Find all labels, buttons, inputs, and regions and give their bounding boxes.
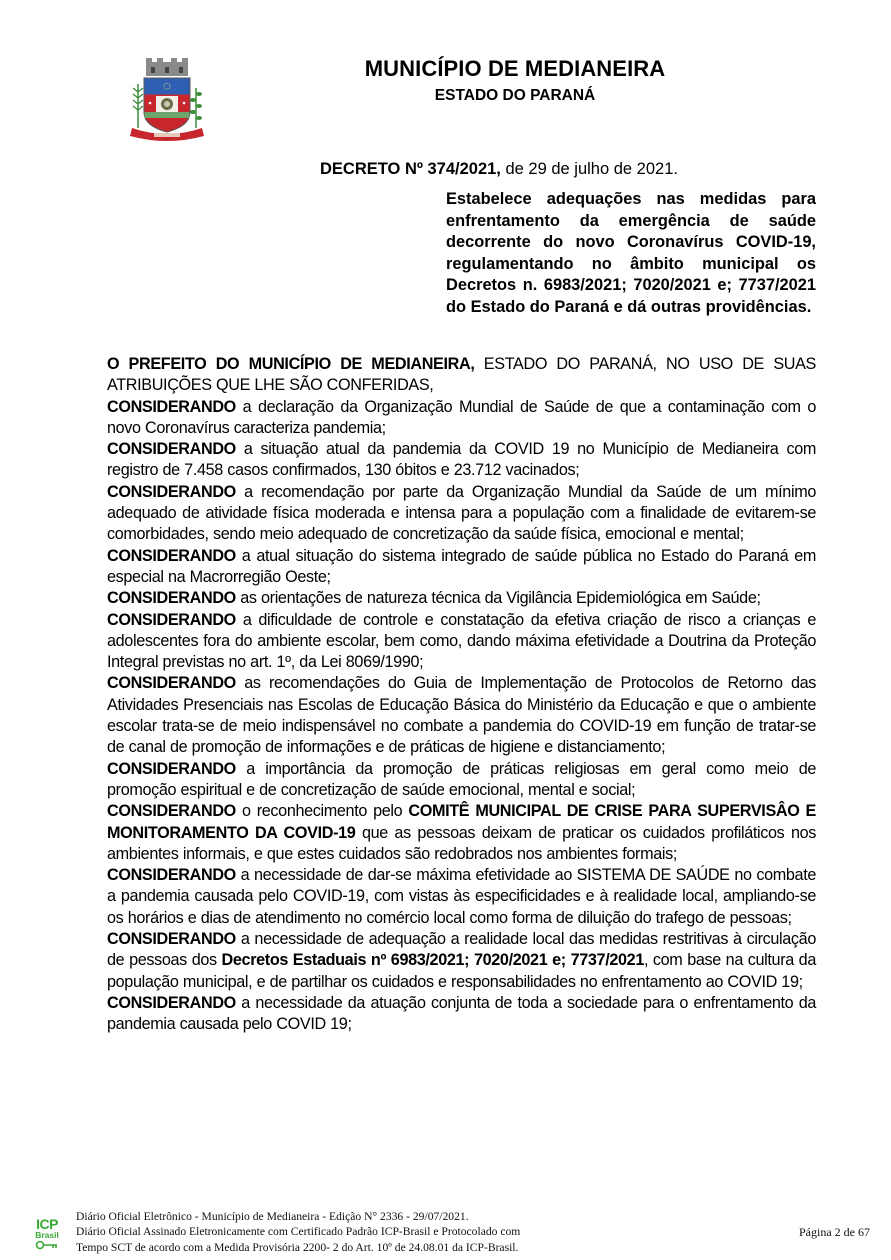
decree-heading [320,160,678,179]
decree-body [107,354,816,1036]
footer-line: Diário Oficial Eletrônico - Município de Medianeira - Edição N° 2336 - 29/07/2021. [76,1210,469,1223]
preamble [107,354,816,397]
state-decrees-reference: Decretos Estaduais nº 6983/2021; 7020/2021 e; 7737/2021 [221,951,644,970]
considerando-keyword: CONSIDERANDO [107,866,236,885]
considerando-text: a atual situação do sistema integrado de saúde pública no Estado do Paraná em especial na Macrorregião Oeste; [107,546,816,586]
municipal-coat-of-arms-icon [128,58,206,142]
considerando-keyword: CONSIDERANDO [107,589,236,608]
footer-line: Tempo SCT de acordo com a Medida Provisória 2200- 2 do Art. 10º de 24.08.01 da ICP-Brasil. [76,1240,519,1254]
committee-name: COMITÊ MUNICIPAL DE CRISE PARA SUPERVISÂO E MONITORAMENTO DA COVID-19 [107,802,816,842]
key-icon [35,1240,59,1250]
considerando-text: a declaração da Organização Mundial de Saúde de que a contaminação com o novo Coronavírus caracteriza pandemia; [107,397,816,437]
preamble-text: ESTADO DO PARANÁ, NO USO DE SUAS ATRIBUIÇÕES QUE LHE SÃO CONFERIDAS, [107,355,816,395]
considerando-paragraph [107,673,816,758]
page-number: Página 2 de 67 [799,1225,870,1239]
considerando-paragraph [107,439,816,482]
considerando-text: a necessidade de dar-se máxima efetividade ao SISTEMA DE SAÚDE no combate a pandemia causada pelo COVID-19, com vistas às especificidades e à realidade local, ampliando-se os horários e dias de atendimento no comércio local como forma de diluição do trafego de pessoas; [107,866,816,927]
considerando-text: que as pessoas deixam de praticar os cuidados profiláticos nos ambientes informais, e que estes cuidados são redobrados nos ambientes formais; [107,823,816,863]
considerando-paragraph [107,482,816,546]
state-subtitle: ESTADO DO PARANÁ [434,87,596,104]
considerando-keyword: CONSIDERANDO [107,930,236,949]
considerando-paragraph [107,993,816,1036]
considerando-keyword: CONSIDERANDO [107,759,236,778]
considerando-paragraph [107,801,816,865]
considerando-paragraph [107,759,816,802]
considerando-paragraph [107,610,816,674]
considerando-text: a dificuldade de controle e constatação da efetiva criação de risco a crianças e adolescentes fora do ambiente escolar, bem como, dando máxima efetividade a Doutrina da Proteção Integral previstas no art. 1º, da Lei 8069/1990; [107,610,816,672]
preamble-bold: O PREFEITO DO MUNICÍPIO DE MEDIANEIRA, [107,355,475,373]
considerando-keyword: CONSIDERANDO [107,674,236,693]
decree-number: DECRETO Nº 374/2021, [320,160,501,178]
icp-logo-text: ICP [36,1216,58,1232]
considerando-paragraph [107,865,816,929]
considerando-text: a recomendação por parte da Organização Mundial da Saúde de um mínimo adequado de atividade física moderada e intensa para a população com a finalidade de evitarem-se comorbidades, sendo meio adequado de concretização da saúde física, emocional e mental; [107,482,816,544]
municipality-title: MUNICÍPIO DE MEDIANEIRA [364,56,666,81]
considerando-keyword: CONSIDERANDO [107,993,236,1012]
considerando-text: a necessidade da atuação conjunta de toda a sociedade para o enfrentamento da pandemia causada pelo COVID 19; [107,993,816,1034]
considerando-keyword: CONSIDERANDO [107,610,236,629]
icp-brasil-logo-icon [30,1218,64,1256]
brasil-logo-text: Brasil [35,1230,59,1240]
footer-certification [76,1209,636,1255]
considerando-text: , com base na cultura da população municipal, e de partilhar os cuidados e responsabilidades no enfrentamento ao COVID 19; [107,951,816,991]
considerando-text: a necessidade de adequação a realidade local das medidas restritivas à circulação de pessoas dos [107,930,816,970]
decree-date: de 29 de julho de 2021. [500,160,678,178]
considerando-paragraph [107,546,816,589]
considerando-keyword: CONSIDERANDO [107,440,236,459]
decree-ementa: Estabelece adequações nas medidas para enfrentamento da emergência de saúde decorrente do novo Coronavírus COVID-19, regulamentando no âmbito municipal os Decretos n. 6983/2021; 7020/2021 e; 7737/2021 do Estado do Paraná e dá outras providências. [446,190,816,316]
considerando-paragraph [107,397,816,440]
considerando-keyword: CONSIDERANDO [107,397,236,416]
considerando-paragraph [107,588,816,609]
footer-line: Diário Oficial Assinado Eletronicamente com Certificado Padrão ICP-Brasil e Protocolado com [76,1225,521,1239]
considerando-keyword: CONSIDERANDO [107,802,236,821]
considerando-text: a importância da promoção de práticas religiosas em geral como meio de promoção espiritual e de concretização de saúde emocional, mental e social; [107,759,816,799]
considerando-paragraph [107,929,816,993]
considerando-text: as orientações de natureza técnica da Vigilância Epidemiológica em Saúde; [235,589,761,608]
considerando-text: as recomendações do Guia de Implementação de Protocolos de Retorno das Atividades Presenciais nas Escolas de Educação Básica do Ministério da Educação e que o ambiente escolar trata-se de meio indispensável no combate a pandemia do COVID-19 em função de tratar-se de canal de promoção de informações e de práticas de higiene e distanciamento; [107,674,816,757]
considerando-keyword: CONSIDERANDO [107,482,236,501]
considerando-text: a situação atual da pandemia da COVID 19 no Município de Medianeira com registro de 7.458 casos confirmados, 130 óbitos e 23.712 vacinados; [107,440,816,480]
considerando-keyword: CONSIDERANDO [107,546,236,565]
considerando-text: o reconhecimento pelo [235,802,409,821]
